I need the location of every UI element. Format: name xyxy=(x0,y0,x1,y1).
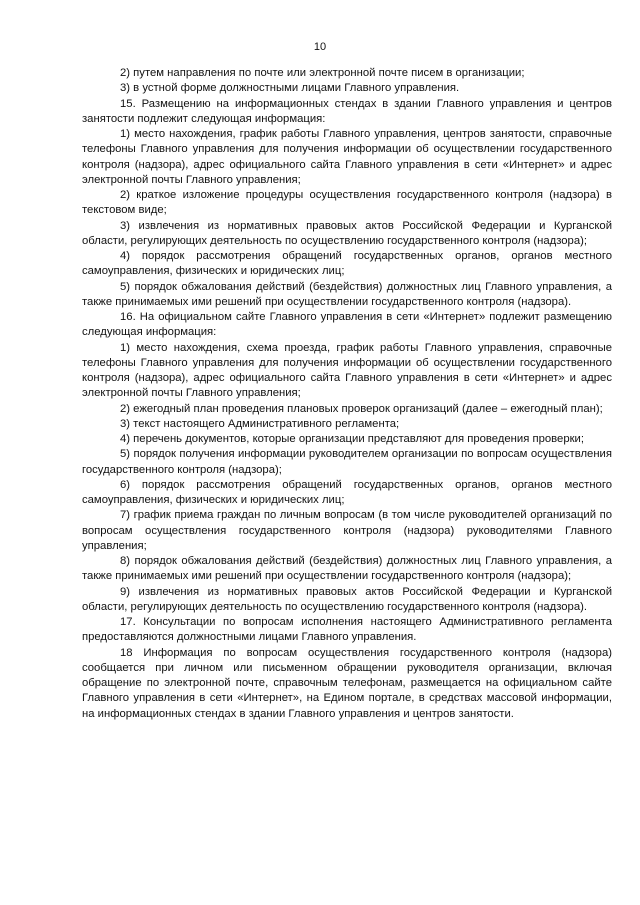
paragraph: 4) перечень документов, которые организации представляют для проведения проверки; xyxy=(120,433,585,445)
paragraph: 3) текст настоящего Административного регламента; xyxy=(120,417,400,430)
paragraph: 8) порядок обжалования действий (бездействия) должностных лиц Главного управления, а также принимаемых ими решений при осуществлении государственного контроля (надзора); xyxy=(82,555,612,583)
paragraph: 18 Информация по вопросам осуществления государственного контроля (надзора) сообщается при личном или письменном обращении руководителя организации, включая обращение по электронной почте, справочным телефонам, размещается на официальном сайте Главного управления в сети «Интернет», на Едином портале, в средствах массовой информации, на информационных стендах в здании Главного управления и центров занятости. xyxy=(82,646,612,720)
paragraph: 2) путем направления по почте или электронной почте писем в организации; xyxy=(120,67,525,79)
paragraph: 5) порядок обжалования действий (бездействия) должностных лиц Главного управления, а также принимаемых ими решений при осуществлении государственного контроля (надзора). xyxy=(82,280,612,308)
paragraph: 1) место нахождения, схема проезда, график работы Главного управления, справочные телефоны Главного управления для получения информации об осуществлении государственного контроля (надзора), адрес официального сайта Главного управления в сети «Интернет» и адрес электронной почты Главного управления; xyxy=(82,341,612,400)
paragraph: 5) порядок получения информации руководителем организации по вопросам осуществления государственного контроля (надзора); xyxy=(82,448,612,476)
paragraph: 2) ежегодный план проведения плановых проверок организаций (далее – ежегодный план); xyxy=(120,402,603,415)
paragraph: 3) в устной форме должностными лицами Главного управления. xyxy=(120,82,460,95)
document-body xyxy=(82,66,612,722)
paragraph: 9) извлечения из нормативных правовых актов Российской Федерации и Курганской области, регулирующих деятельность по осуществлению государственного контроля (надзора). xyxy=(82,585,612,613)
paragraph: 1) место нахождения, график работы Главного управления, центров занятости, справочные телефоны Главного управления для получения информации об осуществлении государственного контроля (надзора), адрес официального сайта Главного управления в сети «Интернет» и адрес электронной почты Главного управления; xyxy=(82,128,612,186)
paragraph: 2) краткое изложение процедуры осуществления государственного контроля (надзора) в текстовом виде; xyxy=(82,189,612,217)
page-number: 10 xyxy=(313,41,327,53)
paragraph: 3) извлечения из нормативных правовых актов Российской Федерации и Курганской области, регулирующих деятельность по осуществлению государственного контроля (надзора); xyxy=(82,219,612,247)
paragraph: 7) график приема граждан по личным вопросам (в том числе руководителей организаций по вопросам осуществления государственного контроля (надзора) руководителями Главного управления; xyxy=(82,509,612,552)
paragraph: 17. Консультации по вопросам исполнения настоящего Административного регламента предоставляются должностными лицами Главного управления. xyxy=(82,616,612,644)
paragraph: 15. Размещению на информационных стендах в здании Главного управления и центров занятости подлежит следующая информация: xyxy=(82,97,612,125)
paragraph: 4) порядок рассмотрения обращений государственных органов, органов местного самоуправления, физических и юридических лиц; xyxy=(82,250,612,278)
paragraph: 16. На официальном сайте Главного управления в сети «Интернет» подлежит размещению следующая информация: xyxy=(82,311,612,339)
paragraph: 6) порядок рассмотрения обращений государственных органов, органов местного самоуправления, физических и юридических лиц; xyxy=(82,478,612,506)
